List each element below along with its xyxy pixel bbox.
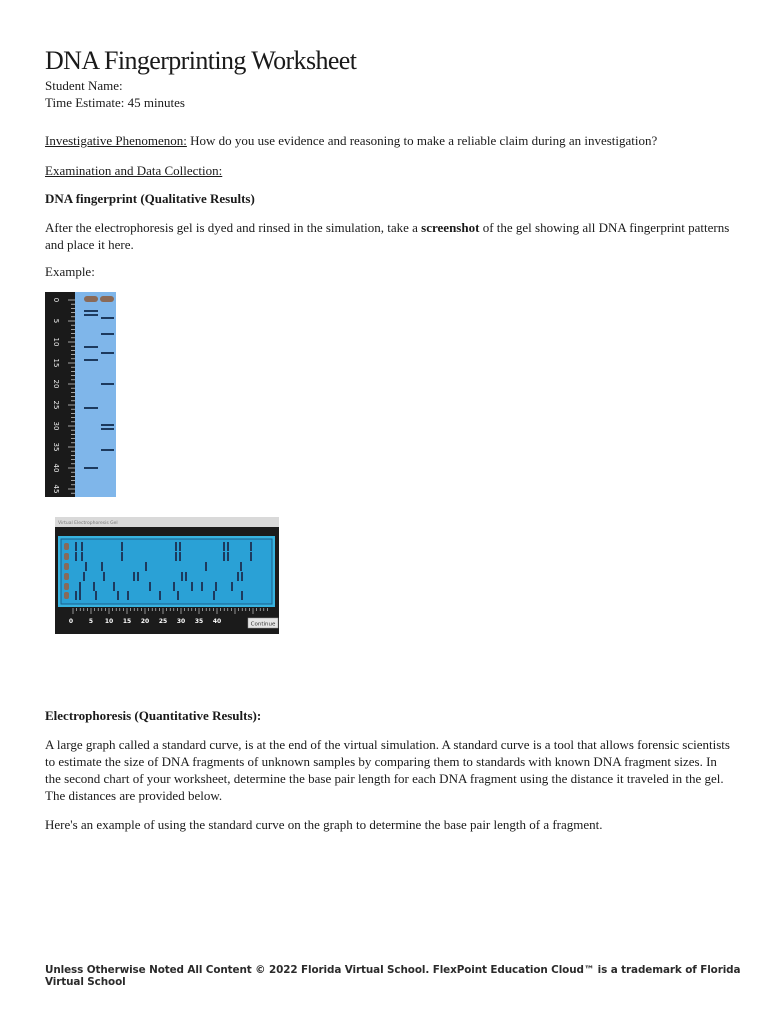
gel-band bbox=[81, 552, 83, 561]
example-ruler-gel-image bbox=[45, 292, 116, 497]
gel-band bbox=[227, 542, 229, 551]
gel-band bbox=[79, 591, 81, 600]
dna-band bbox=[84, 310, 98, 312]
instructions-text-before: After the electrophoresis gel is dyed and rinsed in the simulation, take a bbox=[45, 220, 422, 235]
gel-band bbox=[103, 572, 105, 581]
gel-band bbox=[227, 552, 229, 561]
gel-band bbox=[241, 591, 243, 600]
ruler-tick-label: 15 bbox=[52, 358, 60, 368]
dna-band bbox=[101, 352, 114, 354]
dna-band bbox=[101, 449, 114, 451]
gel-band bbox=[185, 572, 187, 581]
instructions-text-after: of the gel showing all DNA fingerprint patterns and place it here. bbox=[45, 220, 730, 252]
dna-band bbox=[84, 314, 98, 316]
dna-band bbox=[101, 333, 114, 335]
dna-band bbox=[101, 383, 114, 385]
gel-well bbox=[64, 573, 69, 580]
gel-axis-label: 15 bbox=[122, 618, 132, 625]
gel-band bbox=[145, 562, 147, 571]
gel-band bbox=[250, 542, 252, 551]
dna-band bbox=[84, 407, 98, 409]
ruler-tick-label: 30 bbox=[52, 421, 60, 431]
gel-band bbox=[75, 591, 77, 600]
dna-band bbox=[101, 428, 114, 430]
page-title: DNA Fingerprinting Worksheet bbox=[45, 46, 357, 75]
gel-axis-labels bbox=[69, 618, 221, 625]
dna-band bbox=[84, 359, 98, 361]
gel-band bbox=[201, 582, 203, 591]
example-gel-screenshot bbox=[55, 517, 279, 634]
gel-axis-label: 0 bbox=[68, 618, 74, 625]
gel-axis-label: 20 bbox=[140, 618, 150, 625]
ruler-tick-label: 45 bbox=[52, 484, 60, 494]
gel-band bbox=[240, 562, 242, 571]
ruler-tick-label: 25 bbox=[52, 400, 60, 410]
well-2 bbox=[100, 296, 114, 302]
phenomenon-label: Investigative Phenomenon: bbox=[45, 133, 187, 148]
gel-band bbox=[75, 552, 77, 561]
dna-band bbox=[84, 467, 98, 469]
gel-band bbox=[191, 582, 193, 591]
ruler-tick-label: 35 bbox=[52, 442, 60, 452]
example-label: Example: bbox=[45, 264, 95, 279]
gel-band bbox=[117, 591, 119, 600]
gel-axis-label: 40 bbox=[212, 618, 222, 625]
student-name-label: Student Name: bbox=[45, 78, 123, 93]
qualitative-heading: DNA fingerprint (Qualitative Results) bbox=[45, 191, 255, 206]
gel-band bbox=[121, 542, 123, 551]
gel-axis-label: 5 bbox=[88, 618, 94, 625]
gel-band bbox=[179, 542, 181, 551]
time-estimate: Time Estimate: 45 minutes bbox=[45, 95, 185, 110]
gel-band bbox=[223, 552, 225, 561]
footer-copyright: Unless Otherwise Noted All Content © 2022 Florida Virtual School. FlexPoint Education Cloud™ is a trademark of Florida Virtual School bbox=[45, 964, 741, 988]
well-1 bbox=[84, 296, 98, 302]
gel-band bbox=[85, 562, 87, 571]
gel-well bbox=[64, 543, 69, 550]
gel-band bbox=[137, 572, 139, 581]
gel-band bbox=[113, 582, 115, 591]
ruler-tick-label: 5 bbox=[52, 318, 60, 324]
gel-band bbox=[241, 572, 243, 581]
gel-band bbox=[177, 591, 179, 600]
gel-header-text: Virtual Electrophoresis Gel bbox=[58, 521, 118, 526]
gel-band bbox=[223, 542, 225, 551]
gel-band bbox=[213, 591, 215, 600]
dna-band bbox=[101, 424, 114, 426]
example-usage-text: Here's an example of using the standard curve on the graph to determine the base pair length of a fragment. bbox=[45, 817, 603, 832]
gel-band bbox=[93, 582, 95, 591]
gel-band bbox=[81, 542, 83, 551]
gel-band bbox=[231, 582, 233, 591]
gel-band bbox=[181, 572, 183, 581]
ruler-tick-label: 40 bbox=[52, 463, 60, 473]
continue-button-label: Continue bbox=[250, 621, 276, 628]
exam-heading: Examination and Data Collection: bbox=[45, 163, 223, 178]
gel-axis-label: 30 bbox=[176, 618, 186, 625]
gel-band bbox=[179, 552, 181, 561]
phenomenon-line bbox=[45, 133, 657, 149]
gel-axis-label: 35 bbox=[194, 618, 204, 625]
dna-band bbox=[101, 317, 114, 319]
gel-axis-label: 10 bbox=[104, 618, 114, 625]
gel-axis-label: 25 bbox=[158, 618, 168, 625]
gel-band bbox=[205, 562, 207, 571]
gel-band bbox=[159, 591, 161, 600]
ruler-tick-label: 0 bbox=[52, 297, 60, 303]
gel-band bbox=[175, 542, 177, 551]
gel-band bbox=[127, 591, 129, 600]
quantitative-heading: Electrophoresis (Quantitative Results): bbox=[45, 708, 262, 723]
gel-well bbox=[64, 553, 69, 560]
gel-well bbox=[64, 563, 69, 570]
gel-band bbox=[83, 572, 85, 581]
quantitative-paragraph: A large graph called a standard curve, is at the end of the virtual simulation. A standard curve is a tool that allows forensic scientists to estimate the size of DNA fragments of unknown samples by comparing them to standards with known DNA fragment sizes. In the second chart of your worksheet, determine the base pair length for each DNA fragment using the distance it traveled in the gel. The distances are provided below. bbox=[45, 737, 730, 803]
gel-band bbox=[79, 582, 81, 591]
gel-band bbox=[75, 542, 77, 551]
gel-band bbox=[149, 582, 151, 591]
qualitative-instructions bbox=[45, 219, 730, 253]
screenshot-word: screenshot bbox=[421, 220, 480, 235]
gel-well bbox=[64, 583, 69, 590]
gel-lane-strip bbox=[75, 292, 116, 497]
dna-band bbox=[84, 346, 98, 348]
gel-well bbox=[64, 592, 69, 599]
gel-band bbox=[175, 552, 177, 561]
gel-band bbox=[121, 552, 123, 561]
gel-band bbox=[173, 582, 175, 591]
gel-band bbox=[237, 572, 239, 581]
gel-band bbox=[215, 582, 217, 591]
phenomenon-text: How do you use evidence and reasoning to make a reliable claim during an investigation? bbox=[186, 133, 658, 148]
gel-inner bbox=[61, 539, 272, 604]
ruler-tick-label: 10 bbox=[52, 337, 60, 347]
gel-band bbox=[250, 552, 252, 561]
gel-band bbox=[133, 572, 135, 581]
gel-band bbox=[95, 591, 97, 600]
gel-band bbox=[101, 562, 103, 571]
ruler-tick-label: 20 bbox=[52, 379, 60, 389]
